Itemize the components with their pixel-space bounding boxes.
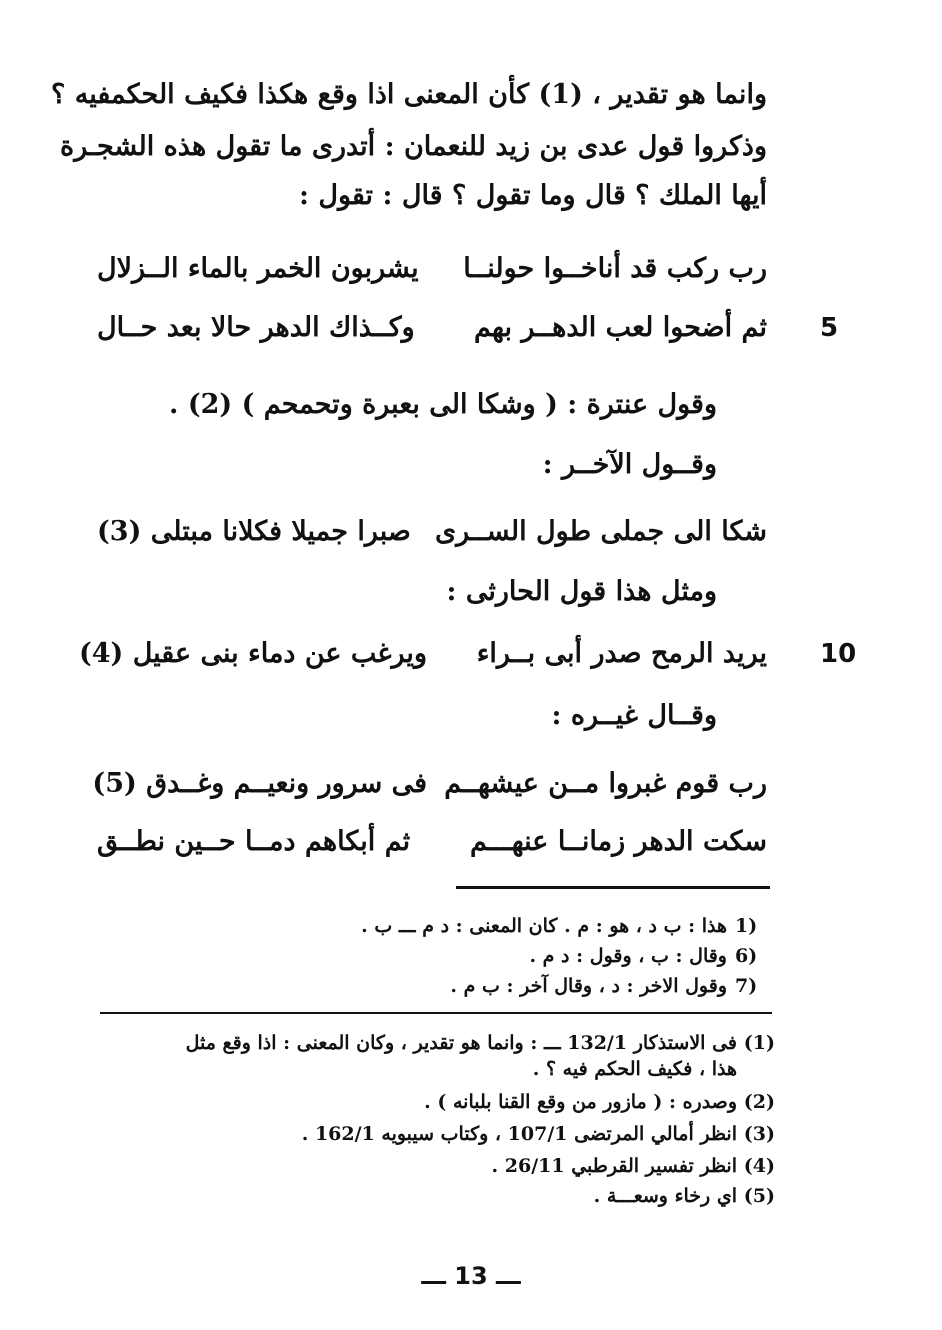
footnote-text: انظر أمالي المرتضى 107/1 ، وكتاب سيبويه 162/1 . (301, 1123, 737, 1145)
text-line: وقول عنترة : ( وشكا الى بعبرة وتحمحم ) (2) . (169, 389, 717, 420)
footnote-number: (2) (743, 1091, 775, 1113)
text-line: وقــول الآخــر : (542, 449, 717, 480)
variant-text: هذا : ب د ، هو : م . كان المعنى : د م ـــ ب . (361, 915, 727, 937)
verse-first-hemistich: رب قوم غبروا مــن عيشهــم (444, 768, 767, 799)
verse-first-hemistich: سكت الدهر زمانــا عنهـــم (470, 826, 767, 857)
footnote-number: (1) (743, 1032, 775, 1054)
variant-number: 1) (735, 915, 758, 937)
verse-first-hemistich: يريد الرمح صدر أبى بــراء (476, 638, 767, 669)
page-number: ـــ 13 ـــ (421, 1262, 521, 1290)
notes-separator (100, 1012, 772, 1014)
verse-first-hemistich: ثم أضحوا لعب الدهــر بهم (474, 312, 767, 343)
line-number: 5 (820, 313, 839, 343)
footnote-number: (4) (743, 1155, 775, 1177)
verse-second-hemistich: صبرا جميلا فكلانا مبتلى (3) (97, 516, 411, 547)
verse-second-hemistich: ويرغب عن دماء بنى عقيل (4) (78, 638, 427, 669)
text-line: وقــال غيــره : (551, 700, 717, 731)
footnote-text: انظر تفسير القرطبي 26/11 . (491, 1155, 737, 1177)
variant-note (361, 911, 758, 941)
verse-line (78, 634, 767, 674)
footnote (172, 1153, 775, 1179)
variant-number: 6) (735, 945, 758, 967)
footnote-number: (3) (743, 1123, 775, 1145)
footnote-number: (5) (743, 1185, 775, 1207)
variant-text: وقال : ب ، وقول : د م . (529, 945, 727, 967)
verse-line (97, 249, 767, 289)
line-number: 10 (820, 639, 857, 669)
text-line: وذكروا قول عدى بن زيد للنعمان : أتدرى ما تقول هذه الشجـرة (60, 131, 767, 162)
verse-first-hemistich: شكا الى جملى طول الســرى (434, 516, 767, 547)
text-line: ومثل هذا قول الحارثى : (446, 576, 717, 607)
verse-second-hemistich: ثم أبكاهم دمــا حــين نطــق (97, 826, 411, 857)
variant-number: 7) (735, 975, 758, 997)
verse-line (92, 764, 767, 804)
footnote (172, 1030, 775, 1082)
footnote-text: اي رخاء وسعـــة . (593, 1185, 737, 1207)
footnote (172, 1121, 775, 1147)
verse-second-hemistich: فى سرور ونعيــم وغــدق (5) (92, 768, 427, 799)
verse-first-hemistich: رب ركب قد أناخــوا حولنــا (463, 253, 767, 284)
verse-line (97, 822, 767, 862)
footnote (172, 1183, 775, 1209)
footnote-separator (456, 886, 770, 889)
variant-note (529, 941, 758, 971)
text-line: وانما هو تقدير ، (1) كأن المعنى اذا وقع هكذا فكيف الحكمفيه ؟ (51, 79, 767, 110)
variant-note (450, 971, 758, 1001)
verse-line (97, 308, 767, 348)
footnote-text: فى الاستذكار 132/1 ـــ : وانما هو تقدير ، وكان المعنى : اذا وقع مثل هذا ، فكيف الحكم فيه ؟ . (185, 1032, 737, 1080)
footnote (172, 1089, 775, 1115)
footnote-text: وصدره : ( مازور من وقع القنا بلبانه ) . (424, 1091, 737, 1113)
verse-second-hemistich: يشربون الخمر بالماء الــزلال (97, 253, 419, 284)
text-line: أيها الملك ؟ قال وما تقول ؟ قال : تقول : (298, 180, 767, 211)
verse-line (97, 512, 767, 552)
verse-second-hemistich: وكــذاك الدهر حالا بعد حــال (97, 312, 415, 343)
variant-text: وقول الاخر : د ، وقال آخر : ب م . (450, 975, 727, 997)
